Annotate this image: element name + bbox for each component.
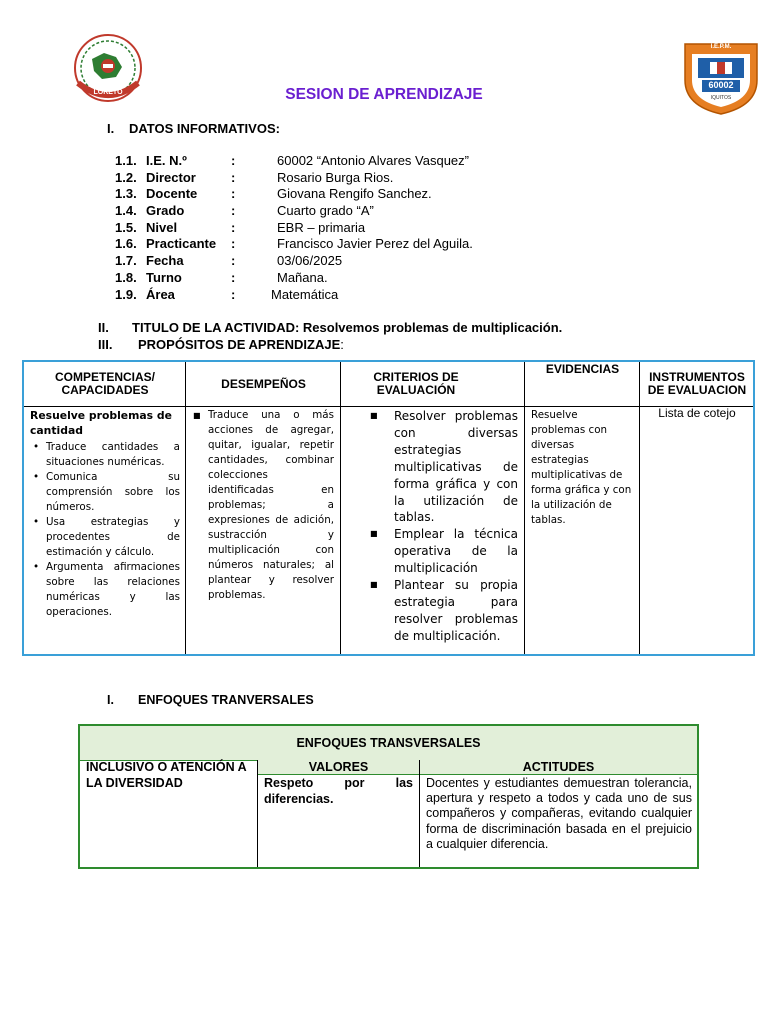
list-item: • Argumenta afirmaciones sobre las relaciones numéricas y las operaciones. xyxy=(33,561,180,618)
section-titulo-heading xyxy=(98,320,562,335)
section-colon: : xyxy=(340,337,344,352)
datos-row xyxy=(115,186,473,203)
section-datos-heading xyxy=(107,121,280,136)
list-item: • Comunica su comprensión sobre los números. xyxy=(33,471,180,513)
page-title: SESION DE APRENDIZAJE xyxy=(285,86,483,103)
datos-row xyxy=(115,220,473,237)
criterios-cell xyxy=(370,408,518,645)
row-colon: : xyxy=(231,153,236,168)
row-value: Rosario Burga Rios. xyxy=(277,169,394,185)
row-number: 1.6. xyxy=(115,236,137,252)
row-value: 03/06/2025 xyxy=(277,253,343,269)
row-value: Mañana. xyxy=(277,269,328,285)
row-value: Cuarto grado “A” xyxy=(277,203,374,219)
row-key: Docente xyxy=(146,186,198,202)
header-evidencias: EVIDENCIAS xyxy=(545,362,620,376)
row-colon: : xyxy=(231,236,236,252)
row-value: Matemática xyxy=(271,286,339,302)
row-key: Grado xyxy=(146,203,185,219)
datos-row xyxy=(115,170,473,187)
datos-row xyxy=(115,153,473,170)
row-number: 1.3. xyxy=(115,186,137,202)
actitudes-header: ACTITUDES xyxy=(420,760,697,775)
row-key: Director xyxy=(146,169,196,185)
row-colon: : xyxy=(231,169,236,185)
competencia-title: Resuelve problemas de cantidad xyxy=(30,409,172,437)
section-propositos-heading xyxy=(98,337,344,352)
datos-list xyxy=(115,153,473,303)
header-competencias: COMPETENCIAS/ CAPACIDADES xyxy=(54,370,155,397)
header-criterios: CRITERIOS DE EVALUACIÓN xyxy=(373,370,459,397)
logo-right-top: I.E.P.M. xyxy=(710,44,732,50)
row-number: 1.7. xyxy=(115,253,137,269)
row-colon: : xyxy=(231,219,236,235)
valor-text: Respeto por las diferencias. xyxy=(264,776,413,806)
row-value: Francisco Javier Perez del Aguila. xyxy=(277,236,473,252)
section-number: I. xyxy=(107,693,114,707)
row-key: Turno xyxy=(146,269,182,285)
section-number: III. xyxy=(98,337,113,352)
row-key: Área xyxy=(146,286,175,302)
row-number: 1.8. xyxy=(115,269,137,285)
section-enfoques-heading xyxy=(107,693,314,707)
row-key: I.E. N.º xyxy=(146,153,187,168)
header-desempenos: DESEMPEÑOS xyxy=(221,376,306,391)
actitud-text: Docentes y estudiantes demuestran tolerancia, apertura y respeto a todos y cada uno de sus compañeros y compañeras, evitando cualquier forma de discriminación basada en el prejuicio a cualquier diferencia. xyxy=(426,776,692,851)
evidencias-cell: Resuelve problemas con diversas estrategias multiplicativas de forma gráfica y con la utilización de tablas. xyxy=(531,409,632,526)
row-number: 1.5. xyxy=(115,219,137,235)
row-colon: : xyxy=(231,203,236,219)
header-instrumentos: INSTRUMENTOS DE EVALUACION xyxy=(647,370,747,397)
datos-row xyxy=(115,203,473,220)
section-title: TITULO DE LA ACTIVIDAD: Resolvemos problemas de multiplicación. xyxy=(132,320,563,335)
column-divider xyxy=(257,760,258,867)
row-colon: : xyxy=(231,286,236,302)
list-item: ■ Emplear la técnica operativa de la multiplicación xyxy=(370,527,518,576)
datos-row xyxy=(115,270,473,287)
column-divider xyxy=(419,760,420,867)
section-title: DATOS INFORMATIVOS: xyxy=(129,121,280,136)
list-item: • Usa estrategias y procedentes de estimación y cálculo. xyxy=(33,516,180,558)
list-item: ■ Resolver problemas con diversas estrategias multiplicativas de forma gráfica y con la utilización de tablas. xyxy=(370,409,518,525)
row-colon: : xyxy=(231,186,236,202)
list-item: ■ Traduce una o más acciones de agregar, quitar, igualar, repetir cantidades, combinar colecciones identificadas en problemas; a expresiones de adición, sustracción y multiplicación con números naturales; al plantear y resolver problemas. xyxy=(193,409,334,601)
school-logo-right xyxy=(682,40,760,116)
row-key: Practicante xyxy=(146,236,217,252)
row-key: Fecha xyxy=(146,253,184,269)
competencias-cell xyxy=(30,408,180,620)
row-value: EBR – primaria xyxy=(277,219,366,235)
section-number: I. xyxy=(107,121,115,136)
row-colon: : xyxy=(231,269,236,285)
datos-row xyxy=(115,236,473,253)
row-key: Nivel xyxy=(146,219,178,235)
row-value: 60002 “Antonio Alvares Vasquez” xyxy=(277,153,469,168)
row-number: 1.2. xyxy=(115,169,137,185)
datos-row xyxy=(115,287,473,304)
desempenos-cell xyxy=(190,408,334,603)
logo-right-bottom: IQUITOS xyxy=(710,95,732,101)
logo-right-number: 60002 xyxy=(708,80,734,90)
logo-left-text: LORETO xyxy=(93,89,123,96)
row-value: Giovana Rengifo Sanchez. xyxy=(277,186,432,202)
row-number: 1.9. xyxy=(115,286,137,302)
list-item: ■ Plantear su propia estrategia para resolver problemas de multiplicación. xyxy=(370,578,518,643)
datos-row xyxy=(115,253,473,270)
row-number: 1.4. xyxy=(115,203,137,219)
propositos-table xyxy=(22,360,755,656)
enfoques-header: ENFOQUES TRANSVERSALES xyxy=(80,726,697,761)
row-colon: : xyxy=(231,253,236,269)
section-title: PROPÓSITOS DE APRENDIZAJE xyxy=(138,337,341,352)
valores-header: VALORES xyxy=(258,760,419,775)
enfoques-table xyxy=(78,724,699,869)
instrumentos-cell: Lista de cotejo xyxy=(658,406,736,420)
section-number: II. xyxy=(98,320,109,335)
list-item: • Traduce cantidades a situaciones numéricas. xyxy=(33,441,180,468)
section-title: ENFOQUES TRANVERSALES xyxy=(138,693,314,707)
row-number: 1.1. xyxy=(115,153,137,168)
enfoque-name: INCLUSIVO O ATENCIÓN A LA DIVERSIDAD xyxy=(86,760,247,790)
